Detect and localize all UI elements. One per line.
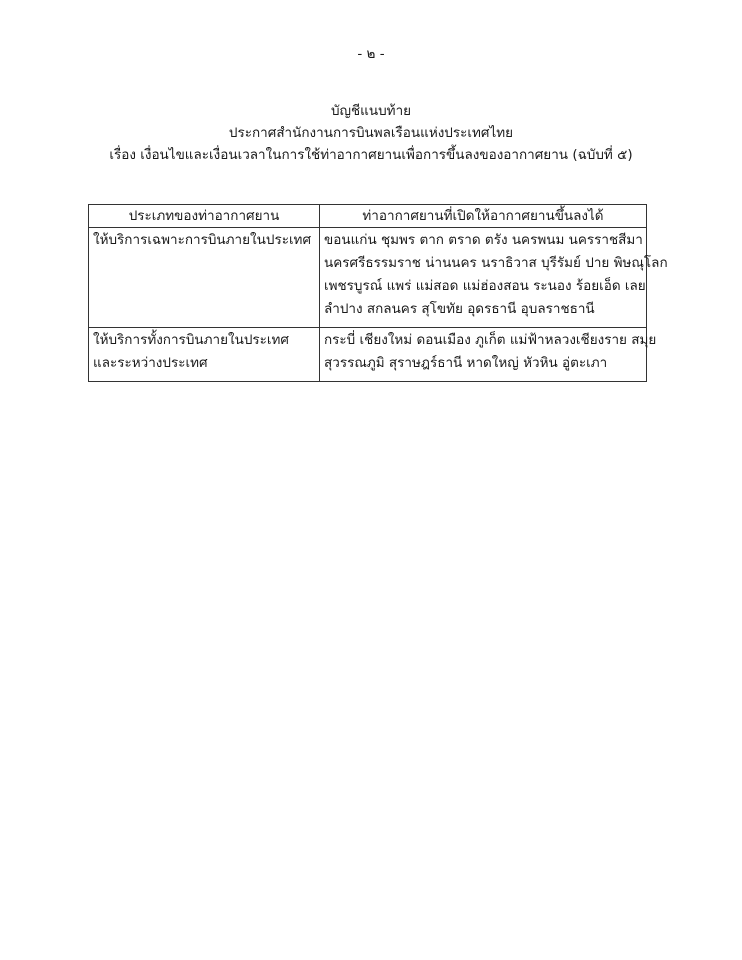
cell-text-line: นครศรีธรรมราช น่านนคร นราธิวาส บุรีรัมย์ ปาย พิษณุโลก [324,255,668,271]
page-number: - ๒ - [357,46,385,62]
cell-text-line: ลำปาง สกลนคร สุโขทัย อุดรธานี อุบลราชธานี [324,301,595,317]
document-heading [0,100,742,166]
cell-airport-type [89,328,320,382]
heading-annex-title: บัญชีแนบท้าย [330,103,412,119]
heading-issuer: ประกาศสำนักงานการบินพลเรือนแห่งประเทศไทย [228,125,514,141]
cell-airport-list [320,228,668,328]
cell-text-line: ขอนแก่น ชุมพร ตาก ตราด ตรัง นครพนม นครราชสีมา [324,232,643,248]
heading-subject: เรื่อง เงื่อนไขและเงื่อนเวลาในการใช้ท่าอากาศยานเพื่อการขึ้นลงของอากาศยาน (ฉบับที่ ๕) [109,147,633,163]
cell-text-line: เพชรบูรณ์ แพร่ แม่สอด แม่ฮ่องสอน ระนอง ร้อยเอ็ด เลย [324,278,646,294]
table-row [89,328,647,382]
cell-text-line: และระหว่างประเทศ [93,355,208,371]
cell-text-line: กระบี่ เชียงใหม่ ดอนเมือง ภูเก็ต แม่ฟ้าหลวงเชียงราย สมุย [324,332,657,348]
table-row [89,228,647,328]
table-header-row [89,205,647,228]
airport-table [88,204,668,382]
cell-text-line: ให้บริการเฉพาะการบินภายในประเทศ [93,232,312,248]
cell-text-line: ให้บริการทั้งการบินภายในประเทศ [93,332,289,348]
cell-airport-type [89,228,320,328]
cell-airport-list [320,328,657,382]
header-airport-type: ประเภทของท่าอากาศยาน [89,205,320,228]
cell-text-line: สุวรรณภูมิ สุราษฎร์ธานี หาดใหญ่ หัวหิน อู่ตะเภา [324,355,608,371]
header-open-airports: ท่าอากาศยานที่เปิดให้อากาศยานขึ้นลงได้ [320,205,647,228]
